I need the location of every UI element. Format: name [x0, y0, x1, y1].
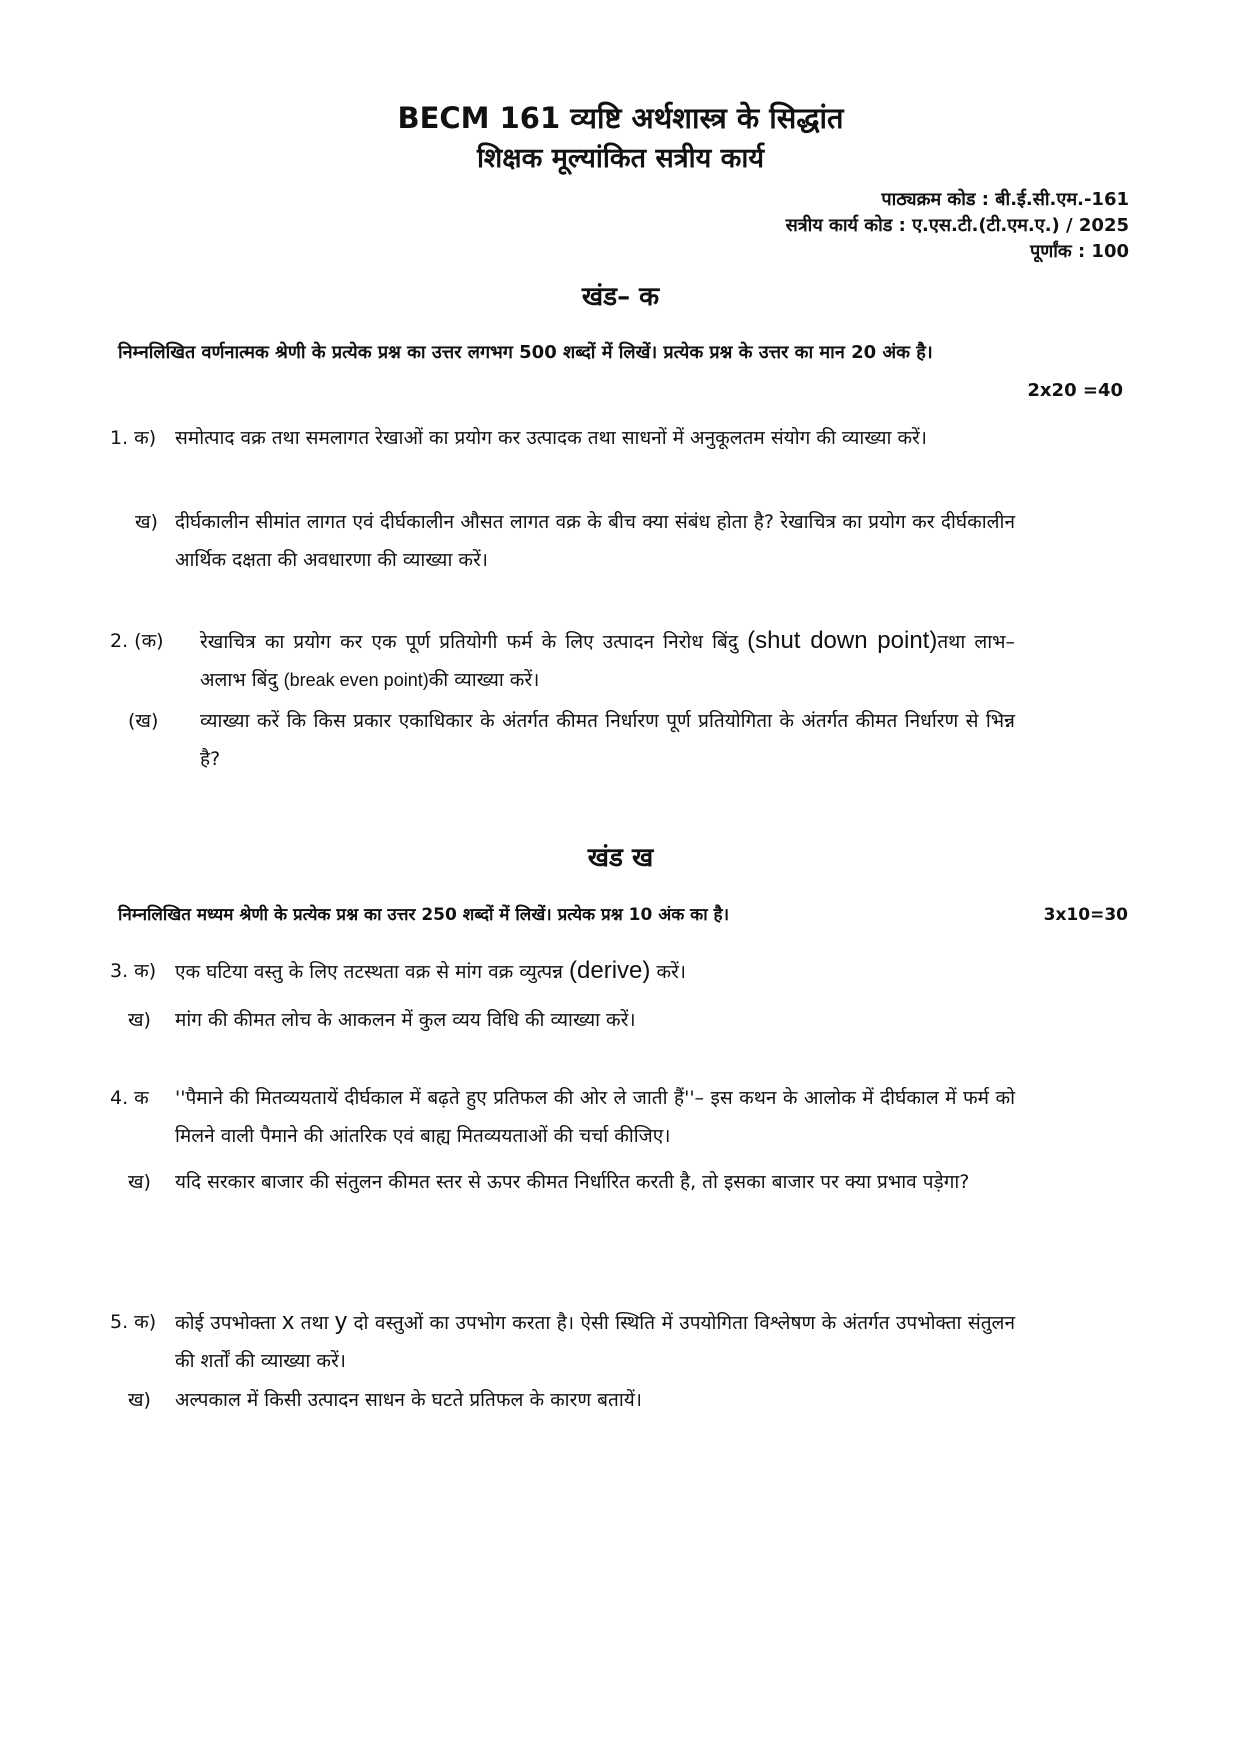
- document-subtitle: शिक्षक मूल्यांकित सत्रीय कार्य: [476, 143, 765, 174]
- course-code: पाठ्यक्रम कोड : बी.ई.सी.एम.-161: [881, 189, 1129, 210]
- question-number: (ख): [128, 710, 159, 732]
- question-5a-term: x: [282, 1308, 295, 1335]
- question-2a-part: की व्याख्या करें।: [428, 669, 540, 691]
- section-a-heading: खंड– क: [581, 282, 660, 312]
- question-3a-term: (derive): [569, 957, 651, 984]
- question-5a-term: y: [334, 1308, 347, 1335]
- question-4b-text: यदि सरकार बाजार की संतुलन कीमत स्तर से ऊपर कीमत निर्धारित करती है, तो इसका बाजार पर क्या प्रभाव पड़ेगा?: [175, 1171, 970, 1193]
- section-b-instruction-text: निम्नलिखित मध्यम श्रेणी के प्रत्येक प्रश्न का उत्तर 250 शब्दों में लिखें। प्रत्येक प्रश्न 10 अंक का है।: [118, 905, 730, 925]
- question-2a-text: [200, 622, 1015, 699]
- question-5a-text: [175, 1303, 1015, 1380]
- question-2b-text: व्याख्या करें कि किस प्रकार एकाधिकार के अंतर्गत कीमत निर्धारण पूर्ण प्रतियोगिता के अंतर्गत कीमत निर्धारण से भिन्न है?: [200, 710, 1015, 770]
- question-3a-part: एक घटिया वस्तु के लिए तटस्थता वक्र से मांग वक्र व्युत्पन्न: [175, 961, 570, 983]
- assignment-code: सत्रीय कार्य कोड : ए.एस.टी.(टी.एम.ए.) / 2025: [785, 215, 1129, 236]
- question-5b-text: अल्पकाल में किसी उत्पादन साधन के घटते प्रतिफल के कारण बतायें।: [175, 1389, 642, 1411]
- question-2a-part: रेखाचित्र का प्रयोग कर एक पूर्ण प्रतियोगी फर्म के लिए उत्पादन निरोध बिंदु: [200, 631, 748, 653]
- question-2a-part: तथा लाभ– अलाभ बिंदु: [200, 631, 1016, 691]
- section-a-instruction: [118, 334, 1123, 401]
- question-5a-part: दो वस्तुओं का उपभोग करता है। ऐसी स्थिति में उपयोगिता विश्लेषण के अंतर्गत उपभोक्ता संतुलन की शर्तों की व्याख्या करें।: [175, 1312, 1015, 1372]
- question-number: 5. क): [110, 1311, 157, 1333]
- question-number: 3. क): [110, 960, 157, 982]
- question-2a-term: (break even point): [283, 670, 429, 690]
- question-number: ख): [128, 1389, 151, 1411]
- question-3a-part: करें।: [650, 961, 687, 983]
- question-number: 4. क: [110, 1087, 149, 1109]
- question-1b-text: दीर्घकालीन सीमांत लागत एवं दीर्घकालीन औसत लागत वक्र के बीच क्या संबंध होता है? रेखाचित्र का प्रयोग कर दीर्घकालीन आर्थिक दक्षता की अवधारणा की व्याख्या करें।: [175, 511, 1015, 571]
- question-3b-text: मांग की कीमत लोच के आकलन में कुल व्यय विधि की व्याख्या करें।: [175, 1009, 636, 1031]
- question-5a-part: कोई उपभोक्ता: [175, 1312, 283, 1334]
- question-1a-text: समोत्पाद वक्र तथा समलागत रेखाओं का प्रयोग कर उत्पादक तथा साधनों में अनुकूलतम संयोग की व्याख्या करें।: [175, 427, 928, 449]
- section-b-marks: 3x10=30: [1043, 905, 1128, 925]
- max-marks: पूर्णांक : 100: [1029, 241, 1129, 262]
- question-2a-term: (shut down point): [747, 627, 938, 654]
- question-4a-text: ''पैमाने की मितव्ययतायें दीर्घकाल में बढ़ते हुए प्रतिफल की ओर ले जाती हैं''– इस कथन के आलोक में दीर्घकाल में फर्म को मिलने वाली पैमाने की आंतरिक एवं बाह्य मितव्ययताओं की चर्चा कीजिए।: [175, 1087, 1015, 1147]
- section-a-marks: 2x20 =40: [1027, 380, 1123, 401]
- question-number: ख): [128, 1009, 151, 1031]
- question-number: 1. क): [110, 427, 157, 449]
- question-number: ख): [128, 1171, 151, 1193]
- section-b-instruction: [118, 896, 1128, 934]
- section-b-heading: खंड ख: [587, 843, 654, 873]
- section-a-instruction-text: निम्नलिखित वर्णनात्मक श्रेणी के प्रत्येक प्रश्न का उत्तर लगभग 500 शब्दों में लिखें। प्रत्येक प्रश्न के उत्तर का मान 20 अंक है।: [118, 342, 933, 363]
- question-number: 2. (क): [110, 630, 164, 652]
- document-title: BECM 161 व्यष्टि अर्थशास्त्र के सिद्धांत: [397, 101, 844, 135]
- question-number: ख): [135, 511, 158, 533]
- question-5a-part: तथा: [294, 1312, 335, 1334]
- question-3a-text: [175, 952, 1015, 991]
